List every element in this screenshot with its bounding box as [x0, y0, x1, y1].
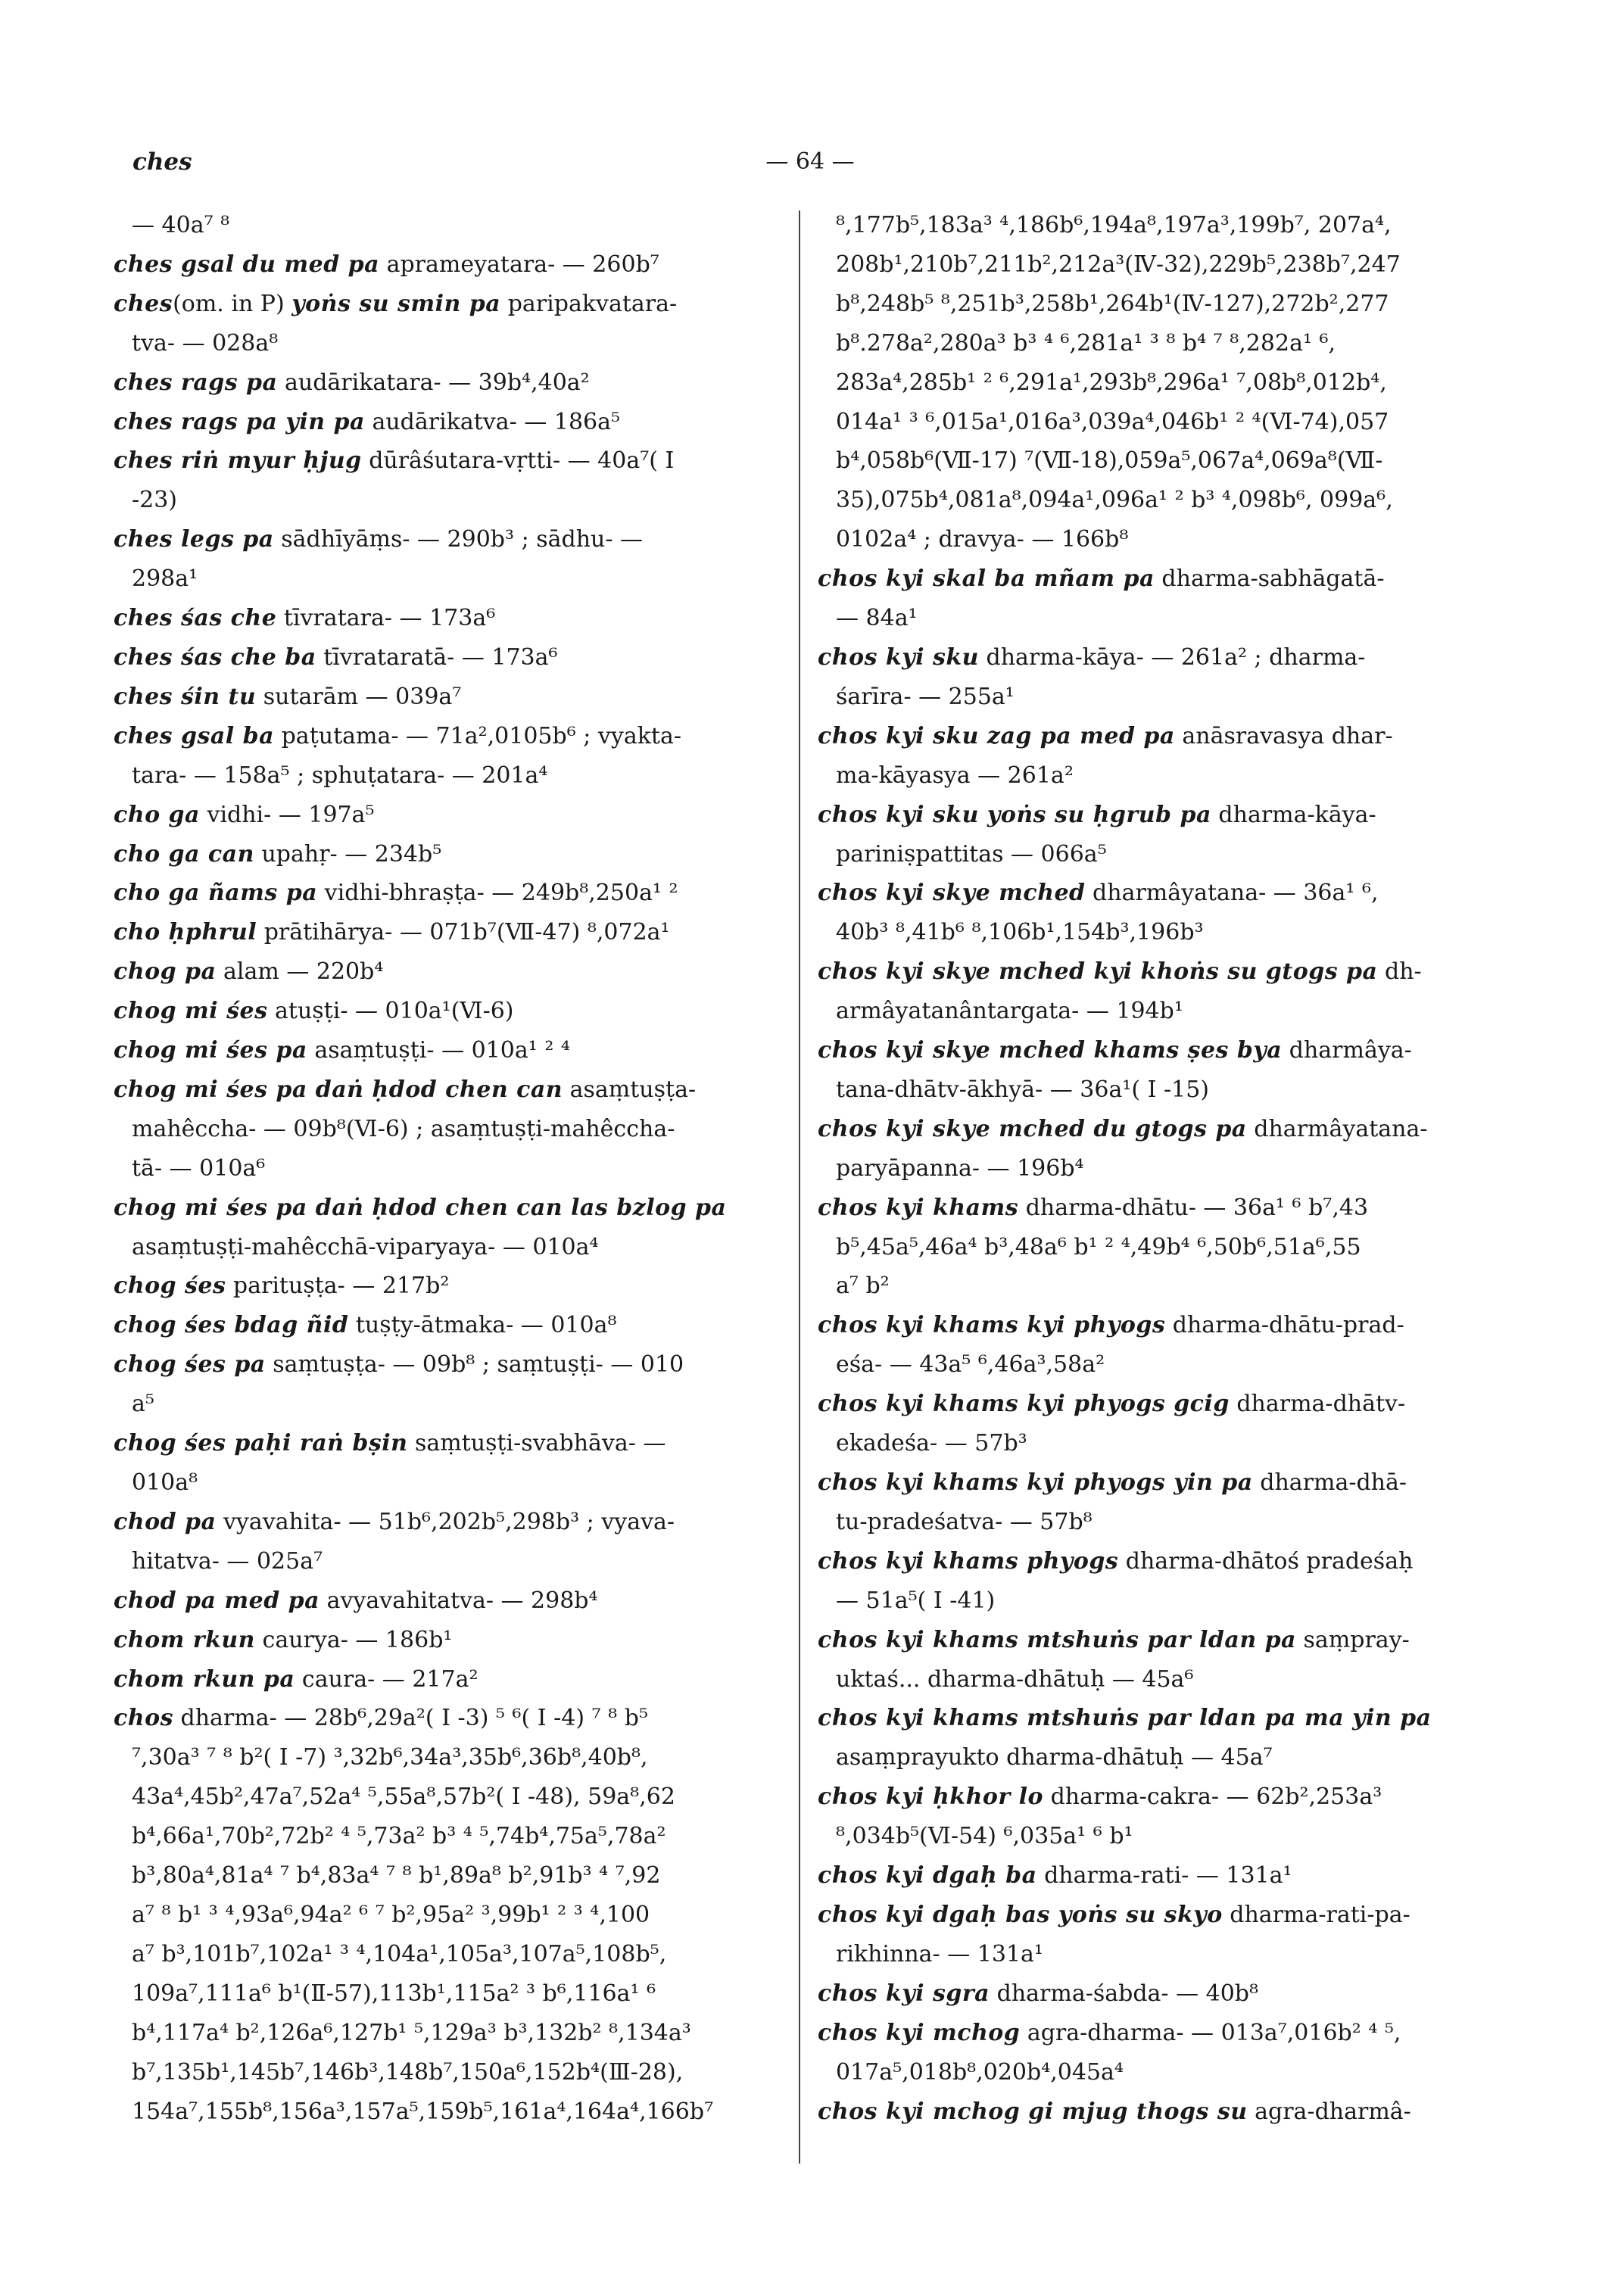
headword: ches	[114, 290, 173, 317]
entry-line	[818, 1699, 1499, 1738]
entry-text: b⁵,45a⁵,46a⁴ b³,48a⁶ b¹ ² ⁴,49b⁴ ⁶,50b⁶,51a⁶,55	[836, 1233, 1361, 1260]
entry-text: tana-dhātv-ākhyā- — 36a¹( I -15)	[836, 1076, 1209, 1103]
entry-text: dharma-kāya-	[1211, 801, 1376, 828]
entry-line	[114, 874, 780, 913]
entry-line	[114, 1266, 780, 1306]
entry-text: asaṃtuṣṭi-mahêcchā-viparyaya- — 010a⁴	[132, 1233, 599, 1260]
entry-text: dharmâyatana-	[1246, 1115, 1428, 1142]
headword: chos kyi khams kyi phyogs yin pa	[818, 1469, 1253, 1496]
entry-text: b⁷,135b¹,145b⁷,146b³,148b⁷,150a⁶,152b⁴(Ⅲ-28),	[132, 2058, 684, 2086]
entry-line	[818, 1777, 1499, 1817]
entry-text: tuṣṭy-ātmaka- — 010a⁸	[348, 1312, 617, 1339]
entry-text: dharma-dhātu- — 36a¹ ⁶ b⁷,43	[1018, 1194, 1369, 1221]
entry-text: sādhīyāṃs- — 290b³ ; sādhu- —	[273, 526, 644, 553]
entry-line	[818, 559, 1499, 599]
headword: ches riṅ myur ḥjug	[114, 447, 362, 475]
entry-line	[114, 952, 780, 992]
entry-line	[818, 1306, 1499, 1345]
headword: chos kyi dgaḥ ba	[818, 1862, 1037, 1890]
entry-line	[114, 285, 780, 324]
continuation-line	[114, 2014, 780, 2053]
headword: cho ga can	[114, 840, 254, 868]
headword: chos kyi sku zag pa med pa	[818, 722, 1175, 749]
entry-text: dūrâśutara-vṛtti- — 40a⁷( I	[361, 447, 675, 475]
entry-text: ⁸,034b⁵(Ⅵ-54) ⁶,035a¹ ⁶ b¹	[836, 1823, 1133, 1850]
entry-text: agra-dharma- — 013a⁷,016b² ⁴ ⁵,	[1020, 2019, 1401, 2046]
continuation-line	[114, 756, 780, 796]
entry-text: 298a¹	[132, 565, 198, 593]
continuation-line	[114, 1385, 780, 1424]
entry-text: dharma-kāya- — 261a² ; dharma-	[978, 643, 1366, 671]
continuation-line	[114, 2092, 780, 2132]
entry-text: caura- — 217a²	[295, 1665, 478, 1693]
entry-line	[114, 678, 780, 717]
entry-text: dharma-sabhāgatā-	[1154, 565, 1385, 593]
continuation-line	[114, 1974, 780, 2014]
continuation-line	[818, 245, 1499, 285]
continuation-line	[818, 206, 1499, 245]
entry-text: saṃtuṣṭa- — 09b⁸ ; saṃtuṣṭi- — 010	[265, 1351, 684, 1379]
headword: chom rkun	[114, 1626, 255, 1653]
entry-text: 208b¹,210b⁷,211b²,212a³(Ⅳ-32),229b⁵,238b⁷,247	[836, 251, 1401, 278]
entry-line	[114, 245, 780, 285]
entry-text: parituṣṭa- — 217b²	[226, 1273, 450, 1300]
headword: chog śes pa	[114, 1351, 266, 1379]
entry-text: a⁷ ⁸ b¹ ³ ⁴,93a⁶,94a² ⁶ ⁷ b²,95a² ³,99b¹ ² ³ ⁴,100	[132, 1901, 650, 1928]
entry-line	[114, 1424, 780, 1463]
entry-line	[114, 1345, 780, 1385]
entry-text: saṃtuṣṭi-svabhāva- —	[407, 1430, 666, 1457]
entry-line	[818, 2092, 1499, 2132]
continuation-line	[818, 1817, 1499, 1856]
entry-text: b³,80a⁴,81a⁴ ⁷ b⁴,83a⁴ ⁷ ⁸ b¹,89a⁸ b²,91b³ ⁴ ⁷,92	[132, 1862, 661, 1890]
headword: chom rkun pa	[114, 1665, 295, 1693]
entry-text: (om. in P)	[173, 290, 292, 317]
entry-text: pariniṣpattitas — 066a⁵	[836, 840, 1107, 868]
entry-text: 154a⁷,155b⁸,156a³,157a⁵,159b⁵,161a⁴,164a⁴,166b⁷	[132, 2098, 714, 2125]
entry-line	[114, 1306, 780, 1345]
entry-line	[818, 1856, 1499, 1896]
entry-text: śarīra- — 255a¹	[836, 683, 1015, 710]
entry-line	[818, 1974, 1499, 2014]
entry-line	[114, 992, 780, 1031]
headword: chos kyi skal ba mñam pa	[818, 565, 1155, 593]
running-head: ches	[132, 148, 192, 176]
entry-line	[114, 835, 780, 874]
continuation-line	[114, 1856, 780, 1896]
headword: chos kyi sku yoṅs su ḥgrub pa	[818, 801, 1211, 828]
entry-text: tara- — 158a⁵ ; sphuṭatara- — 201a⁴	[132, 762, 548, 789]
entry-text: a⁵	[132, 1391, 154, 1418]
continuation-line	[114, 1110, 780, 1149]
headword: chos kyi khams phyogs	[818, 1547, 1119, 1575]
left-column	[114, 206, 780, 2131]
headword: chog mi śes pa	[114, 1037, 307, 1064]
entry-text: tā- — 010a⁶	[132, 1154, 266, 1182]
entry-line	[818, 1189, 1499, 1228]
entry-text: audārikatara- — 39b⁴,40a²	[277, 369, 590, 396]
entry-text: asaṃprayukto dharma-dhātuḥ — 45a⁷	[836, 1744, 1273, 1771]
entry-line	[818, 1110, 1499, 1149]
entry-text: b⁸,248b⁵ ⁸,251b³,258b¹,264b¹(Ⅳ-127),272b²,277	[836, 290, 1389, 317]
headword: cho ḥphrul	[114, 919, 257, 946]
continuation-line	[114, 2053, 780, 2092]
entry-line	[114, 1031, 780, 1070]
continuation-line	[114, 206, 780, 245]
entry-line	[818, 1896, 1499, 1935]
entry-text: 43a⁴,45b²,47a⁷,52a⁴ ⁵,55a⁸,57b²( I -48), 59a⁸,62	[132, 1784, 675, 1811]
entry-text: 0102a⁴ ; dravya- — 166b⁸	[836, 526, 1129, 553]
continuation-line	[818, 1424, 1499, 1463]
headword: ches śas che	[114, 605, 277, 632]
entry-text: b⁴,117a⁴ b²,126a⁶,127b¹ ⁵,129a³ b³,132b² ⁸,134a³	[132, 2019, 691, 2046]
headword: chos kyi sku	[818, 643, 979, 671]
entry-text: 40b³ ⁸,41b⁶ ⁸,106b¹,154b³,196b³	[836, 919, 1204, 946]
continuation-line	[818, 363, 1499, 403]
entry-text: asaṃtuṣṭa-	[563, 1076, 697, 1103]
entry-text: paṭutama- — 71a²,0105b⁶ ; vyakta-	[274, 722, 681, 749]
continuation-line	[818, 481, 1499, 520]
headword: ches gsal du med pa	[114, 251, 380, 278]
entry-text: — 84a¹	[836, 605, 918, 632]
continuation-line	[114, 1935, 780, 1974]
entry-line	[818, 1385, 1499, 1424]
entry-text: agra-dharmâ-	[1247, 2098, 1411, 2125]
continuation-line	[818, 1935, 1499, 1974]
continuation-line	[818, 678, 1499, 717]
headword: chos kyi khams mtshuṅs par ldan pa ma yin pa	[818, 1705, 1432, 1732]
headword: chog śes bdag ñid	[114, 1312, 349, 1339]
continuation-line	[114, 1817, 780, 1856]
headword: chog pa	[114, 958, 217, 986]
entry-text: anāsravasya dhar-	[1174, 722, 1393, 749]
headword: chos kyi sgra	[818, 1980, 990, 2007]
entry-text: dharma-śabda- — 40b⁸	[990, 1980, 1259, 2007]
entry-line	[114, 1070, 780, 1110]
entry-line	[114, 520, 780, 559]
entry-line	[114, 403, 780, 442]
headword: chos kyi mchog gi mjug thogs su	[818, 2098, 1248, 2125]
entry-text: dharma-dhātv-	[1229, 1391, 1406, 1418]
entry-text: ⁷,30a³ ⁷ ⁸ b²( I -7) ³,32b⁶,34a³,35b⁶,36b⁸,40b⁸,	[132, 1744, 648, 1771]
entry-line	[114, 1699, 780, 1738]
entry-text: rikhinna- — 131a¹	[836, 1940, 1043, 1967]
entry-text: dharma-rati- — 131a¹	[1036, 1862, 1292, 1890]
entry-text: saṃpray-	[1296, 1626, 1410, 1653]
entry-text: paripakvatara-	[500, 290, 678, 317]
headword: chos kyi skye mched du gtogs pa	[818, 1115, 1247, 1142]
entry-text: 283a⁴,285b¹ ² ⁶,291a¹,293b⁸,296a¹ ⁷,08b⁸,012b⁴,	[836, 369, 1387, 396]
headword: chog mi śes	[114, 998, 268, 1025]
continuation-line	[114, 1738, 780, 1777]
headword: chos kyi dgaḥ bas yoṅs su skyo	[818, 1901, 1223, 1928]
entry-line	[114, 913, 780, 952]
headword: chos kyi mchog	[818, 2019, 1021, 2046]
continuation-line	[818, 1266, 1499, 1306]
headword: chos kyi khams kyi phyogs gcig	[818, 1391, 1230, 1418]
entry-text: ekadeśa- — 57b³	[836, 1430, 1027, 1457]
continuation-line	[114, 1542, 780, 1581]
continuation-line	[818, 913, 1499, 952]
entry-line	[114, 441, 780, 481]
entry-text: dh-	[1377, 958, 1422, 986]
continuation-line	[818, 520, 1499, 559]
continuation-line	[818, 2053, 1499, 2092]
entry-line	[114, 1621, 780, 1660]
headword: chod pa med pa	[114, 1587, 320, 1614]
entry-text: b⁸.278a²,280a³ b³ ⁴ ⁶,281a¹ ³ ⁸ b⁴ ⁷ ⁸,282a¹ ⁶,	[836, 329, 1336, 357]
headword: chos kyi khams	[818, 1194, 1019, 1221]
entry-text: tīvrataratā- — 173a⁶	[316, 643, 558, 671]
continuation-line	[114, 481, 780, 520]
entry-text: 014a¹ ³ ⁶,015a¹,016a³,039a⁴,046b¹ ² ⁴(Ⅵ-74),057	[836, 408, 1389, 435]
continuation-line	[114, 1777, 780, 1817]
headword: chog mi śes pa daṅ ḥdod chen can	[114, 1076, 563, 1103]
entry-line	[818, 638, 1499, 678]
continuation-line	[818, 756, 1499, 796]
page-number: — 64 —	[765, 148, 855, 175]
continuation-line	[818, 1503, 1499, 1542]
entry-text: dharma-dhā-	[1252, 1469, 1407, 1496]
headword: ches rags pa yin pa	[114, 408, 365, 435]
continuation-line	[818, 285, 1499, 324]
right-column	[818, 206, 1499, 2131]
entry-text: avyavahitatva- — 298b⁴	[320, 1587, 598, 1614]
headword: cho ga	[114, 801, 200, 828]
continuation-line	[114, 324, 780, 363]
entry-text: armâyatanântargata- — 194b¹	[836, 998, 1183, 1025]
entry-text: prātihārya- — 071b⁷(Ⅶ-47) ⁸,072a¹	[257, 919, 670, 946]
entry-text: asaṃtuṣṭi- — 010a¹ ² ⁴	[307, 1037, 570, 1064]
continuation-line	[114, 559, 780, 599]
entry-line	[818, 1463, 1499, 1503]
headword: cho ga ñams pa	[114, 880, 318, 907]
continuation-line	[114, 1896, 780, 1935]
entry-text: b⁴,058b⁶(Ⅶ-17) ⁷(Ⅶ-18),059a⁵,067a⁴,069a⁸(Ⅶ-	[836, 447, 1383, 475]
continuation-line	[818, 324, 1499, 363]
headword: chog mi śes pa daṅ ḥdod chen can las bzlog pa	[114, 1194, 727, 1221]
entry-text: sutarām — 039a⁷	[256, 683, 462, 710]
continuation-line	[818, 835, 1499, 874]
entry-line	[114, 1581, 780, 1621]
entry-text: dharma-dhātu-prad-	[1165, 1312, 1404, 1339]
entry-line	[114, 638, 780, 678]
continuation-line	[818, 1149, 1499, 1189]
column-divider	[799, 210, 800, 2164]
entry-text: -23)	[132, 487, 178, 514]
entry-text: 010a⁸	[132, 1469, 198, 1496]
entry-text: dharma-cakra- — 62b²,253a³	[1043, 1784, 1382, 1811]
entry-text: — 51a⁵( I -41)	[836, 1587, 996, 1614]
entry-line	[114, 1189, 780, 1228]
entry-line	[114, 796, 780, 835]
entry-line	[818, 796, 1499, 835]
headword: ches śin tu	[114, 683, 257, 710]
entry-text: 109a⁷,111a⁶ b¹(Ⅱ-57),113b¹,115a² ³ b⁶,116a¹ ⁶	[132, 1980, 656, 2007]
entry-text: hitatva- — 025a⁷	[132, 1547, 323, 1575]
continuation-line	[818, 1660, 1499, 1699]
entry-line	[818, 2014, 1499, 2053]
entry-line	[818, 874, 1499, 913]
entry-text: tīvratara- — 173a⁶	[276, 605, 496, 632]
entry-line	[818, 1031, 1499, 1070]
entry-text: dharma-dhātoś pradeśaḥ	[1118, 1547, 1414, 1575]
continuation-line	[818, 1738, 1499, 1777]
entry-text: a⁷ b³,101b⁷,102a¹ ³ ⁴,104a¹,105a³,107a⁵,108b⁵,	[132, 1940, 667, 1967]
headword: chos	[114, 1705, 173, 1732]
entry-text: alam — 220b⁴	[216, 958, 384, 986]
entry-text: dharma- — 28b⁶,29a²( I -3) ⁵ ⁶( I -4) ⁷ ⁸ b⁵	[173, 1705, 648, 1732]
headword: chog śes	[114, 1273, 226, 1300]
entry-text: upahṛ- — 234b⁵	[254, 840, 442, 868]
headword: ches gsal ba	[114, 722, 275, 749]
entry-text: mahêccha- — 09b⁸(Ⅵ-6) ; asaṃtuṣṭi-mahêccha-	[132, 1115, 675, 1142]
continuation-line	[114, 1463, 780, 1503]
continuation-line	[818, 599, 1499, 638]
entry-text: dharma-rati-pa-	[1222, 1901, 1410, 1928]
entry-text: tva- — 028a⁸	[132, 329, 279, 357]
headword: chos kyi ḥkhor lo	[818, 1784, 1044, 1811]
entry-line	[114, 363, 780, 403]
entry-text: vyavahita- — 51b⁶,202b⁵,298b³ ; vyava-	[216, 1508, 675, 1535]
entry-text: b⁴,66a¹,70b²,72b² ⁴ ⁵,73a² b³ ⁴ ⁵,74b⁴,75a⁵,78a²	[132, 1823, 666, 1850]
entry-line	[818, 952, 1499, 992]
entry-line	[818, 1542, 1499, 1581]
entry-text: — 40a⁷ ⁸	[132, 212, 230, 238]
entry-text: atuṣṭi- — 010a¹(Ⅵ-6)	[267, 998, 514, 1025]
entry-text: ma-kāyasya — 261a²	[836, 762, 1074, 789]
continuation-line	[818, 992, 1499, 1031]
entry-text: uktaś... dharma-dhātuḥ — 45a⁶	[836, 1665, 1194, 1693]
continuation-line	[818, 403, 1499, 442]
continuation-line	[114, 1149, 780, 1189]
continuation-line	[818, 1345, 1499, 1385]
entry-text: 017a⁵,018b⁸,020b⁴,045a⁴	[836, 2058, 1124, 2086]
headword: chog śes paḥi raṅ bṣin	[114, 1430, 408, 1457]
continuation-line	[818, 1581, 1499, 1621]
entry-text: vidhi-bhraṣṭa- — 249b⁸,250a¹ ²	[317, 880, 678, 907]
entry-text: vidhi- — 197a⁵	[199, 801, 375, 828]
entry-text: paryāpanna- — 196b⁴	[836, 1154, 1084, 1182]
continuation-line	[818, 1070, 1499, 1110]
entry-text: 35),075b⁴,081a⁸,094a¹,096a¹ ² b³ ⁴,098b⁶, 099a⁶,	[836, 487, 1393, 514]
entry-text: eśa- — 43a⁵ ⁶,46a³,58a²	[836, 1351, 1105, 1379]
headword: yoṅs su smin pa	[291, 290, 501, 317]
headword: ches legs pa	[114, 526, 274, 553]
entry-text: a⁷ b²	[836, 1273, 890, 1300]
continuation-line	[114, 1228, 780, 1267]
entry-line	[114, 599, 780, 638]
entry-text: dharmâya-	[1282, 1037, 1412, 1064]
entry-text: dharmâyatana- — 36a¹ ⁶,	[1085, 880, 1379, 907]
entry-text: aprameyatara- — 260b⁷	[379, 251, 659, 278]
entry-line	[114, 1660, 780, 1699]
headword: chos kyi skye mched kyi khoṅs su gtogs pa	[818, 958, 1378, 986]
headword: chod pa	[114, 1508, 217, 1535]
headword: ches śas che ba	[114, 643, 316, 671]
entry-line	[818, 717, 1499, 756]
headword: chos kyi khams mtshuṅs par ldan pa	[818, 1626, 1296, 1653]
entry-text: tu-pradeśatva- — 57b⁸	[836, 1508, 1093, 1535]
headword: chos kyi skye mched khams ṣes bya	[818, 1037, 1283, 1064]
entry-text: audārikatva- — 186a⁵	[364, 408, 621, 435]
entry-line	[114, 1503, 780, 1542]
entry-text: caurya- — 186b¹	[255, 1626, 453, 1653]
entry-text: ⁸,177b⁵,183a³ ⁴,186b⁶,194a⁸,197a³,199b⁷, 207a⁴,	[836, 212, 1392, 238]
headword: chos kyi skye mched	[818, 880, 1086, 907]
headword: ches rags pa	[114, 369, 278, 396]
entry-line	[818, 1621, 1499, 1660]
entry-line	[114, 717, 780, 756]
headword: chos kyi khams kyi phyogs	[818, 1312, 1166, 1339]
continuation-line	[818, 1228, 1499, 1267]
continuation-line	[818, 441, 1499, 481]
